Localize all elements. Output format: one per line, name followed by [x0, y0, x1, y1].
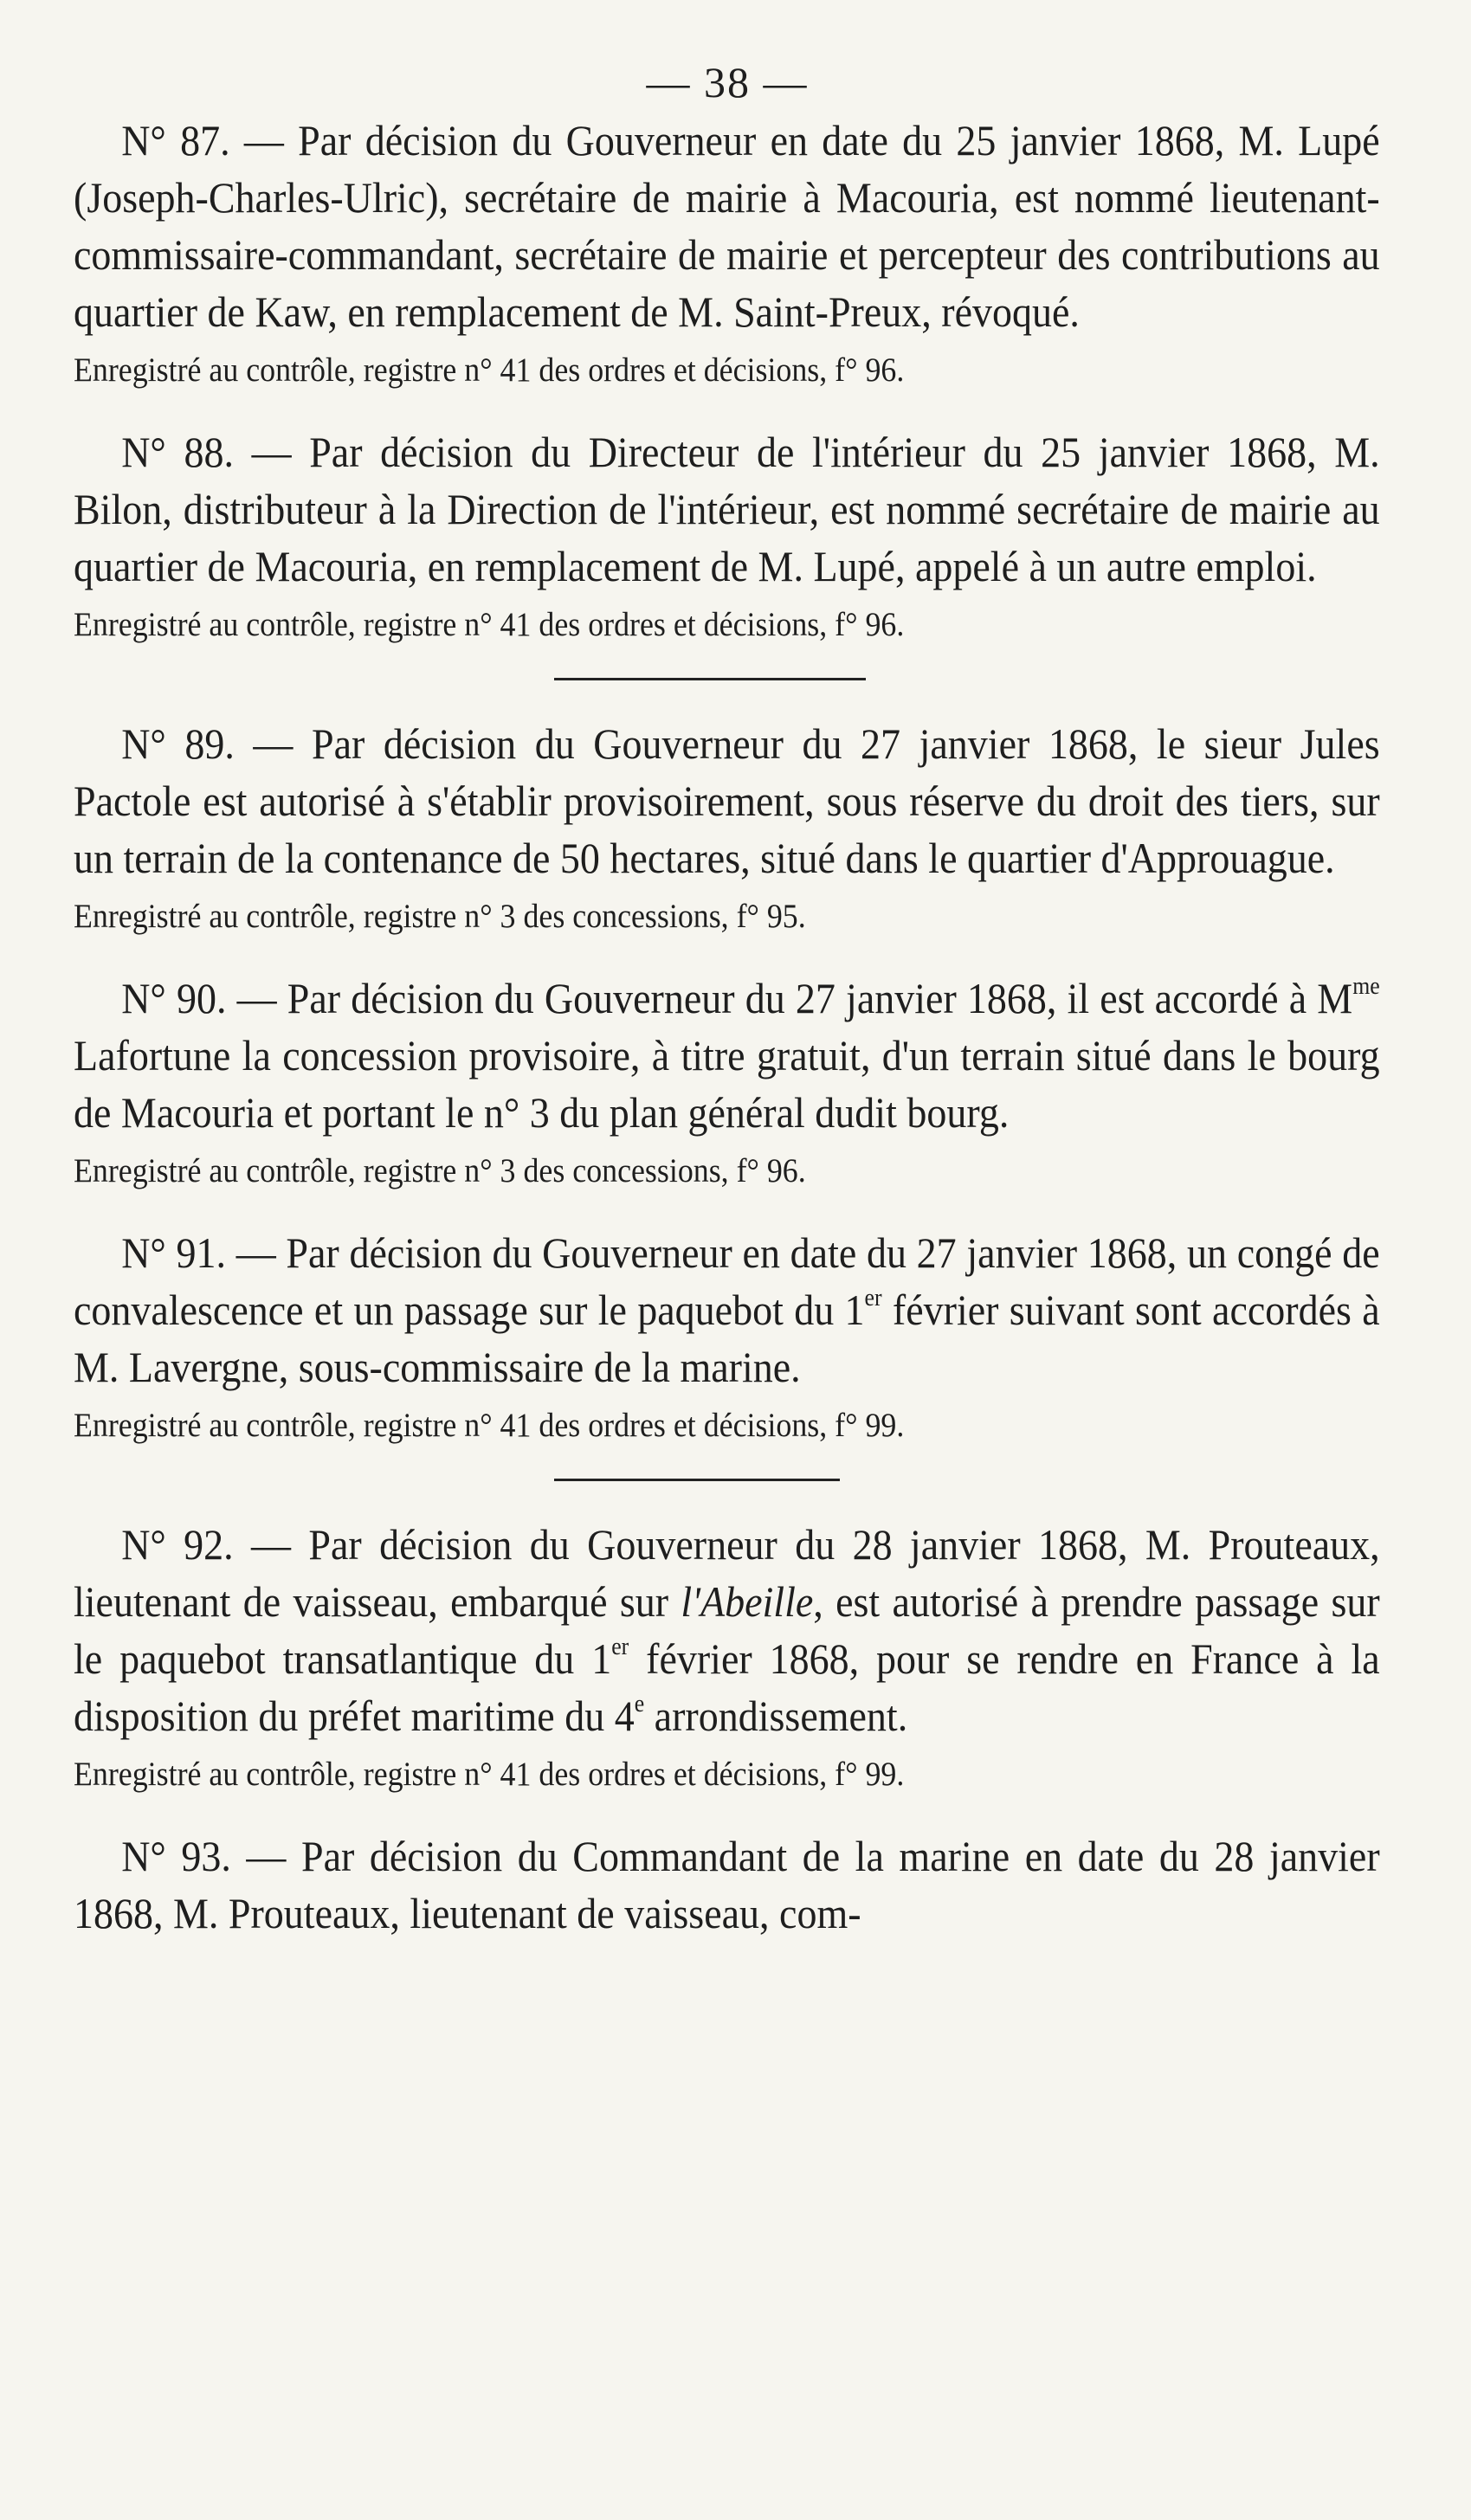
entry-92-superscript-1: er: [611, 1634, 629, 1660]
entry-93: [74, 1827, 1381, 1942]
entry-89: [74, 715, 1381, 944]
entry-91-superscript: er: [864, 1285, 882, 1312]
entry-92-ship-name: l'Abeille: [681, 1577, 814, 1626]
entry-88: [74, 423, 1381, 652]
page-number: — 38 —: [646, 58, 809, 106]
entry-88-registration: Enregistré au contrôle, registre n° 41 des ordres et décisions, f° 96.: [74, 606, 905, 643]
entry-87-text: N° 87. — Par décision du Gouverneur en date du 25 janvier 1868, M. Lupé (Joseph-Charles-Ulric), secrétaire de mairie à Macouria, est nommé lieutenant-commissaire-commandant, secrétaire de mairie et percepteur des contributions au quartier de Kaw, en remplacement de M. Saint-Preux, révoqué.: [74, 116, 1380, 336]
entry-92-superscript-2: e: [634, 1691, 645, 1718]
entry-89-registration: Enregistré au contrôle, registre n° 3 des concessions, f° 95.: [74, 898, 806, 935]
entry-87-registration: Enregistré au contrôle, registre n° 41 des ordres et décisions, f° 96.: [74, 351, 905, 389]
section-divider: [554, 678, 866, 680]
entry-91-text-a: N° 91. — Par décision du Gouverneur en date du 27 janvier 1868, un congé de convalescence et un passage sur le paquebot du 1: [74, 1228, 1380, 1334]
entry-92-text: [74, 1516, 1380, 1744]
entry-87: [74, 112, 1381, 397]
entry-88-text: N° 88. — Par décision du Directeur de l'intérieur du 25 janvier 1868, M. Bilon, distributeur à la Direction de l'intérieur, est nommé secrétaire de mairie au quartier de Macouria, en remplacement de M. Lupé, appelé à un autre emploi.: [74, 428, 1380, 590]
entry-92: [74, 1516, 1381, 1801]
entry-92-registration: Enregistré au contrôle, registre n° 41 des ordres et décisions, f° 99.: [74, 1756, 905, 1793]
entry-90-text-b: Lafortune la concession provisoire, à titre gratuit, d'un terrain situé dans le bourg de Macouria et portant le n° 3 du plan général dudit bourg.: [74, 1031, 1380, 1137]
entry-90-superscript: me: [1352, 973, 1380, 1000]
section-divider: [554, 1479, 840, 1481]
entry-91: [74, 1224, 1381, 1453]
entry-89-text: N° 89. — Par décision du Gouverneur du 27 janvier 1868, le sieur Jules Pactole est autorisé à s'établir provisoirement, sous réserve du droit des tiers, sur un terrain de la contenance de 50 hectares, situé dans le quartier d'Approuague.: [74, 719, 1380, 882]
entry-91-text-b: février suivant sont accordés à M. Lavergne, sous-commissaire de la marine.: [74, 1286, 1380, 1391]
entry-92-text-b: , est autorisé à prendre passage sur le paquebot transatlantique du 1: [74, 1577, 1380, 1683]
document-page: [74, 48, 1381, 1942]
entry-93-text: N° 93. — Par décision du Commandant de la marine en date du 28 janvier 1868, M. Prouteaux, lieutenant de vaisseau, com-: [74, 1832, 1380, 1937]
entry-90: [74, 970, 1381, 1198]
entry-90-registration: Enregistré au contrôle, registre n° 3 des concessions, f° 96.: [74, 1152, 806, 1189]
entry-92-text-a: N° 92. — Par décision du Gouverneur du 28 janvier 1868, M. Prouteaux, lieutenant de vaisseau, embarqué sur: [74, 1520, 1380, 1626]
entry-91-text: [74, 1224, 1380, 1395]
entry-90-text: [74, 970, 1380, 1141]
entry-91-registration: Enregistré au contrôle, registre n° 41 des ordres et décisions, f° 99.: [74, 1407, 905, 1444]
entry-92-text-c: février 1868, pour se rendre en France à la disposition du préfet maritime du 4: [74, 1634, 1380, 1740]
entry-92-text-d: arrondissement.: [644, 1692, 908, 1740]
entry-90-text-a: N° 90. — Par décision du Gouverneur du 27 janvier 1868, il est accordé à M: [121, 974, 1353, 1022]
